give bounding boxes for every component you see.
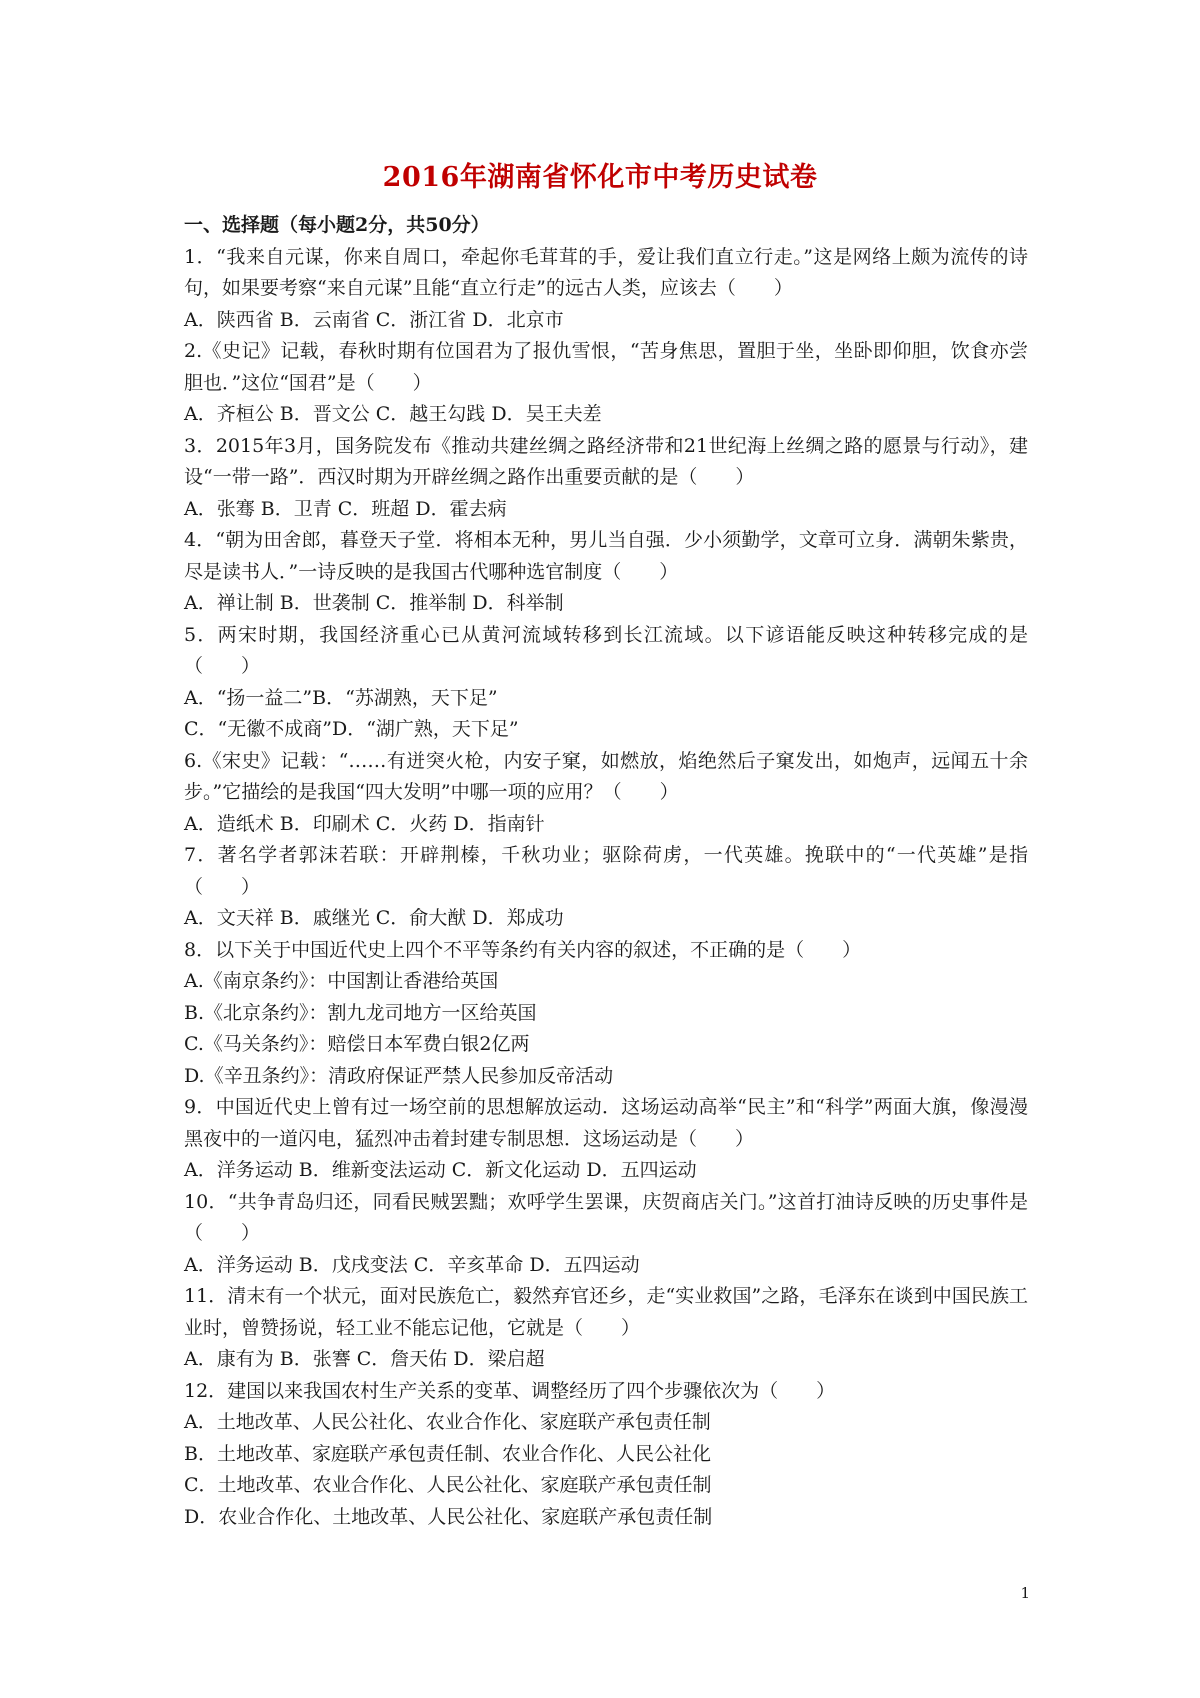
question-text: 8．以下关于中国近代史上四个不平等条约有关内容的叙述，不正确的是（ ）: [184, 938, 862, 961]
question-2: [184, 336, 1028, 431]
question-option-a: A．土地改革、人民公社化、农业合作化、家庭联产承包责任制: [184, 1411, 711, 1433]
question-options: A．陕西省 B．云南省 C．浙江省 D．北京市: [184, 308, 564, 331]
question-options: A．造纸术 B．印刷术 C．火药 D．指南针: [184, 812, 545, 835]
question-10: [184, 1187, 1028, 1282]
question-options: A．“扬一益二”B．“苏湖熟，天下足”: [184, 686, 498, 709]
question-text: 12．建国以来我国农村生产关系的变革、调整经历了四个步骤依次为（ ）: [184, 1379, 836, 1402]
question-options: C．“无徽不成商”D．“湖广熟，天下足”: [184, 718, 519, 740]
question-options: A．洋务运动 B．维新变法运动 C．新文化运动 D．五四运动: [184, 1159, 697, 1181]
question-text: 11．清末有一个状元，面对民族危亡，毅然弃官还乡，走“实业救国”之路，毛泽东在谈到中国民族工业时，曾赞扬说，轻工业不能忘记他，它就是（ ）: [184, 1285, 1028, 1339]
question-4: [184, 525, 1028, 620]
question-option-a: A.《南京条约》：中国割让香港给英国: [184, 970, 499, 992]
question-3: [184, 431, 1028, 526]
question-option-d: D．农业合作化、土地改革、人民公社化、家庭联产承包责任制: [184, 1505, 713, 1528]
question-option-b: B.《北京条约》：割九龙司地方一区给英国: [184, 1001, 537, 1024]
question-text: 10．“共争青岛归还，同看民贼罢黜；欢呼学生罢课，庆贺商店关门。”这首打油诗反映的历史事件是（ ）: [184, 1190, 1028, 1244]
question-6: [184, 746, 1028, 841]
question-11: [184, 1281, 1028, 1376]
question-options: A．禅让制 B．世袭制 C．推举制 D．科举制: [184, 592, 564, 614]
question-text: 7．著名学者郭沫若联：开辟荆榛，千秋功业；驱除荷虏，一代英雄。挽联中的“一代英雄”是指（ ）: [184, 844, 1028, 898]
question-1: [184, 242, 1028, 337]
question-text: 6.《宋史》记载：“……有迸突火枪，内安子窠，如燃放，焰绝然后子窠发出，如炮声，远闻五十余步。”它描绘的是我国“四大发明”中哪一项的应用？（ ）: [184, 749, 1028, 803]
question-5: [184, 620, 1028, 746]
question-options: A．文天祥 B．戚继光 C．俞大猷 D．郑成功: [184, 907, 564, 929]
question-7: [184, 840, 1028, 935]
question-options: A．张骞 B．卫青 C．班超 D．霍去病: [184, 497, 507, 520]
question-8: [184, 935, 1028, 1093]
question-text: 3．2015年3月，国务院发布《推动共建丝绸之路经济带和21世纪海上丝绸之路的愿景与行动》，建设“一带一路”．西汉时期为开辟丝绸之路作出重要贡献的是（ ）: [184, 434, 1028, 488]
question-text: 5．两宋时期，我国经济重心已从黄河流域转移到长江流域。以下谚语能反映这种转移完成的是（ ）: [184, 623, 1028, 677]
exam-title: 2016年湖南省怀化市中考历史试卷: [382, 162, 818, 193]
question-options: A．齐桓公 B．晋文公 C．越王勾践 D．吴王夫差: [184, 403, 602, 425]
question-text: 2.《史记》记载，春秋时期有位国君为了报仇雪恨，“苦身焦思，置胆于坐，坐卧即仰胆，饮食亦尝胆也．”这位“国君”是（ ）: [184, 340, 1028, 394]
page-number: 1: [1020, 1584, 1030, 1602]
section-heading: 一、选择题（每小题2分，共50分）: [184, 214, 490, 236]
question-text: 1．“我来自元谋，你来自周口，牵起你毛茸茸的手，爱让我们直立行走。”这是网络上颇为流传的诗句，如果要考察“来自元谋”且能“直立行走”的远古人类，应该去（ ）: [184, 245, 1028, 299]
exam-content: [184, 210, 1028, 1533]
question-option-c: C.《马关条约》：赔偿日本军费白银2亿两: [184, 1033, 530, 1055]
question-9: [184, 1092, 1028, 1187]
question-12: [184, 1376, 1028, 1534]
question-option-b: B．土地改革、家庭联产承包责任制、农业合作化、人民公社化: [184, 1442, 711, 1465]
question-option-d: D.《辛丑条约》：清政府保证严禁人民参加反帝活动: [184, 1064, 614, 1087]
question-options: A．洋务运动 B．戊戌变法 C．辛亥革命 D．五四运动: [184, 1253, 640, 1276]
question-option-c: C．土地改革、农业合作化、人民公社化、家庭联产承包责任制: [184, 1474, 712, 1496]
question-text: 9．中国近代史上曾有过一场空前的思想解放运动．这场运动高举“民主”和“科学”两面大旗，像漫漫黑夜中的一道闪电，猛烈冲击着封建专制思想．这场运动是（ ）: [184, 1096, 1028, 1150]
question-text: 4．“朝为田舍郎，暮登天子堂．将相本无种，男儿当自强．少小须勤学，文章可立身．满朝朱紫贵，尽是读书人．”一诗反映的是我国古代哪种选官制度（ ）: [184, 529, 1028, 583]
question-options: A．康有为 B．张謇 C．詹天佑 D．梁启超: [184, 1348, 545, 1370]
